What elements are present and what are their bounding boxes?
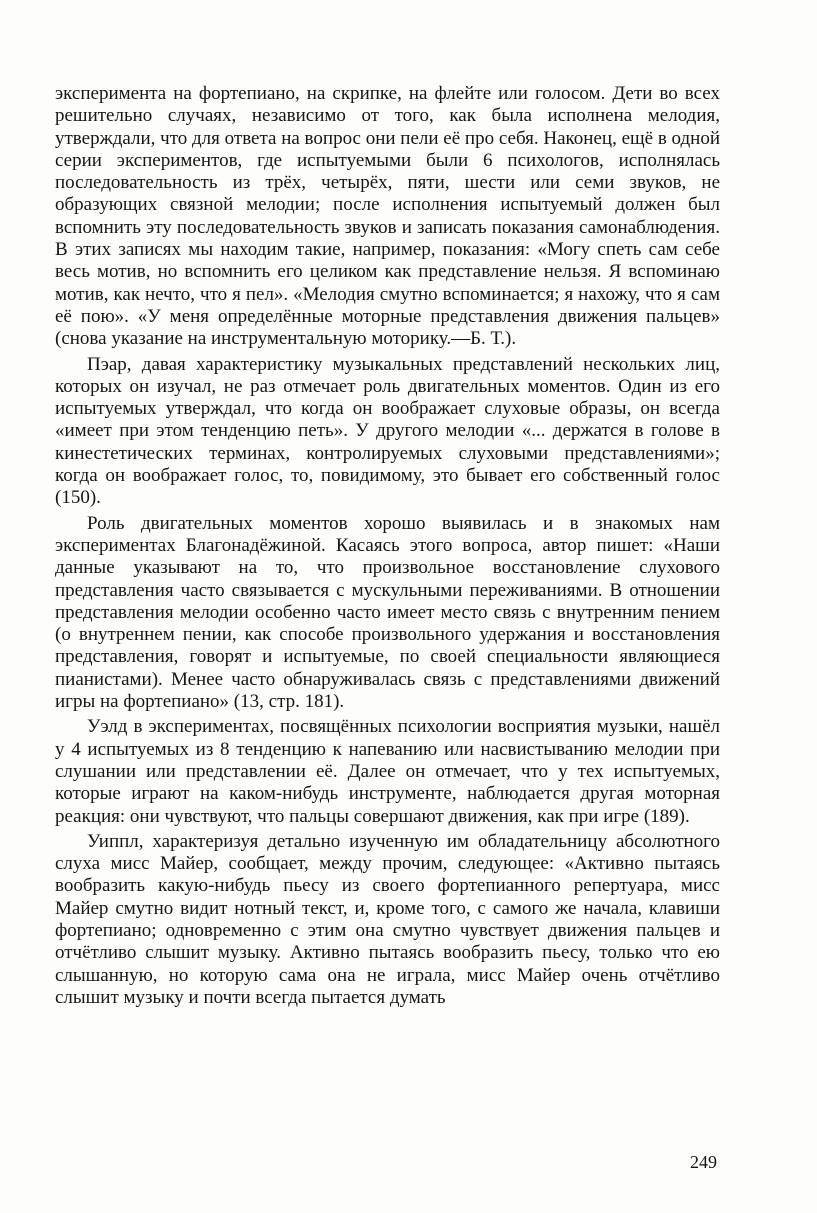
paragraph-pear: Пэар, давая характеристику музыкальных представлений нескольких лиц, которых он изучал, не раз отмечает роль двигательных моментов. Один из его испытуемых утверждал, что когда он воображает слуховые образы, он всегда «имеет при этом тенденцию петь». У другого мелодии «... держатся в голове в кинестетических терминах, контролируемых слуховыми представлениями»; когда он воображает голос, то, повидимому, это бывает его собственный голос (150).: [55, 353, 720, 509]
body-text: [55, 83, 720, 1009]
paragraph-blagonadezhina: Роль двигательных моментов хорошо выявилась и в знакомых нам экспериментах Благонадёжиной. Касаясь этого вопроса, автор пишет: «Наши данные указывают на то, что произвольное восстановление слухового представления часто связывается с мускульными переживаниями. В отношении представления мелодии особенно часто имеет место связь с внутренним пением (о внутреннем пении, как способе произвольного удержания и восстановления представления, говорят и испытуемые, по своей специальности являющиеся пианистами). Менее часто обнаруживалась связь с представлениями движений игры на фортепиано» (13, стр. 181).: [55, 512, 720, 713]
paragraph-whipple: Уиппл, характеризуя детально изученную им обладательницу абсолютного слуха мисс Майер, сообщает, между прочим, следующее: «Активно пытаясь вообразить какую-нибудь пьесу из своего фортепианного репертуара, мисс Майер смутно видит нотный текст, и, кроме того, с самого же начала, клавиши фортепиано; одновременно с этим она смутно чувствует движения пальцев и отчётливо слышит музыку. Активно пытаясь вообразить пьесу, только что ею слышанную, но которую сама она не играла, мисс Майер очень отчётливо слышит музыку и почти всегда пытается думать: [55, 830, 720, 1008]
page-number: 249: [690, 1152, 717, 1172]
paragraph-weld: Уэлд в экспериментах, посвящённых психологии восприятия музыки, нашёл у 4 испытуемых из 8 тенденцию к напеванию или насвистыванию мелодии при слушании или представлении её. Далее он отмечает, что у тех испытуемых, которые играют на каком-нибудь инструменте, наблюдается другая моторная реакция: они чувствуют, что пальцы совершают движения, как при игре (189).: [55, 716, 720, 827]
paragraph-continued: эксперимента на фортепиано, на скрипке, на флейте или голосом. Дети во всех решительно случаях, независимо от того, как была исполнена мелодия, утверждали, что для ответа на вопрос они пели её про себя. Наконец, ещё в одной серии экспериментов, где испытуемыми были 6 психологов, исполнялась последовательность из трёх, четырёх, пяти, шести или семи звуков, не образующих связной мелодии; после исполнения испытуемый должен был вспомнить эту последовательность звуков и записать показания самонаблюдения. В этих записях мы находим такие, например, показания: «Могу спеть сам себе весь мотив, но вспомнить его целиком как представление нельзя. Я вспоминаю мотив, как нечто, что я пел». «Мелодия смутно вспоминается; я нахожу, что я сам её пою». «У меня определённые моторные представления движения пальцев» (снова указание на инструментальную моторику.—Б. Т.).: [55, 83, 720, 350]
